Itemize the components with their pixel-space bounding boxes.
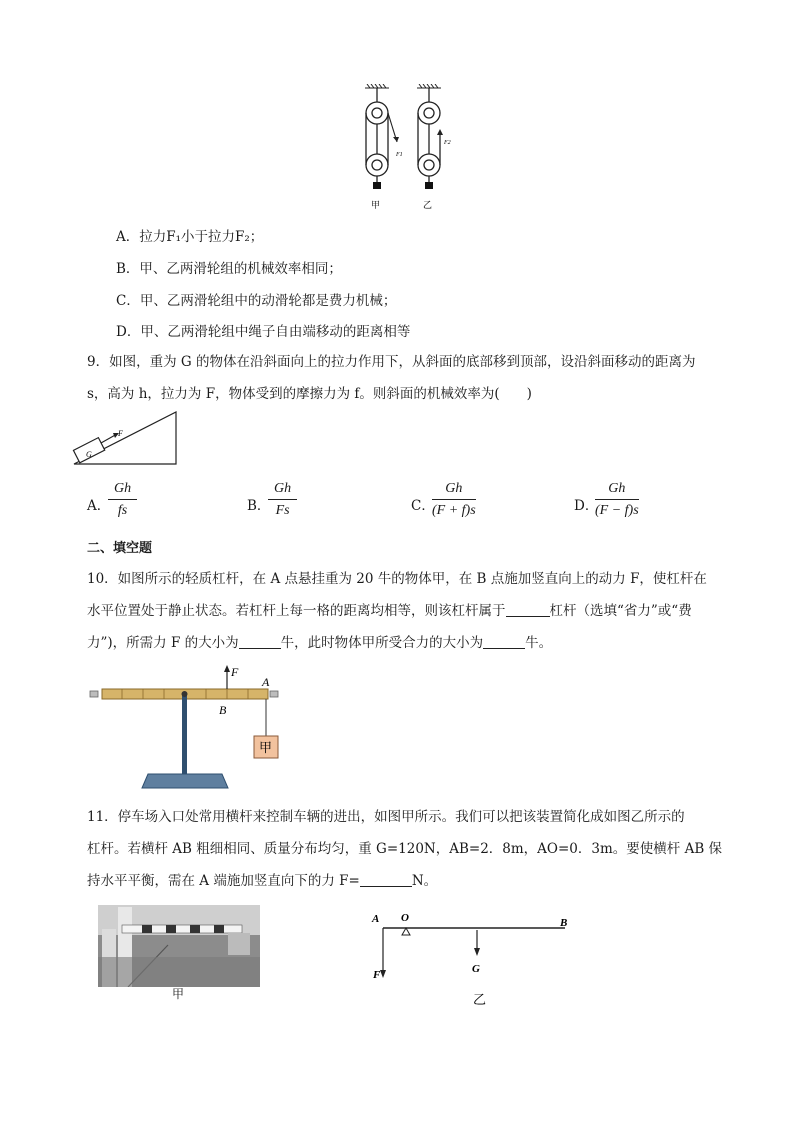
label-a: A bbox=[262, 675, 270, 689]
label-b: B bbox=[560, 917, 568, 929]
q9-option-a-letter: A． bbox=[87, 498, 111, 514]
barrier-photo bbox=[98, 905, 260, 987]
q9-option-b-fraction: $\frac{Gh}{Fs}$ bbox=[268, 481, 297, 519]
q10-stem-line1: 10．如图所示的轻质杠杆，在 A 点悬挂重为 20 牛的物体甲，在 B 点施加竖直向上的动力 F，使杠杆在 bbox=[87, 571, 707, 587]
label-g: G bbox=[472, 963, 480, 975]
incline-figure bbox=[72, 410, 184, 466]
q8-option-b: B．甲、乙两滑轮组的机械效率相同； bbox=[116, 261, 342, 277]
pulley-label-left: 甲 bbox=[371, 200, 381, 210]
diagram-caption: 乙 bbox=[473, 992, 487, 1007]
q10-stem-line3: 力”)，所需力 F 的大小为 牛，此时物体甲所受合力的大小为 牛。 bbox=[87, 635, 553, 651]
answer-blank-2[interactable] bbox=[239, 634, 281, 649]
q10-stem-line2: 水平位置处于静止状态。若杠杆上每一格的距离均相等，则该杠杆属于 杠杆（选填“省力”或“费 bbox=[87, 603, 692, 619]
q11-stem-line2: 杠杆。若横杆 AB 粗细相同、质量分布均匀，重 G=120N，AB=2．8m，AO=0．3m。要使横杆 AB 保 bbox=[87, 841, 723, 857]
block-label: G bbox=[86, 450, 92, 459]
q9-option-c-fraction: $\frac{Gh}{(F + f)s}$ bbox=[432, 481, 476, 518]
answer-blank-3[interactable] bbox=[483, 634, 525, 649]
answer-blank-1[interactable] bbox=[506, 602, 550, 617]
q8-option-c: C．甲、乙两滑轮组中的动滑轮都是费力机械； bbox=[116, 293, 397, 309]
f2-label: F2 bbox=[444, 140, 451, 146]
q11-stem-line1: 11．停车场入口处常用横杆来控制车辆的进出，如图甲所示。我们可以把该装置简化成如图乙所示的 bbox=[87, 809, 685, 825]
q11-stem-line3: 持水平平衡，需在 A 端施加竖直向下的力 F= N。 bbox=[87, 873, 438, 889]
photo-caption: 甲 bbox=[172, 987, 185, 1001]
label-a: A bbox=[372, 913, 380, 925]
lever-figure bbox=[88, 664, 288, 792]
label-b: B bbox=[219, 703, 227, 717]
label-f: F bbox=[231, 665, 239, 679]
f1-label: F1 bbox=[396, 152, 403, 158]
q9-stem-line2: s，高为 h，拉力为 F，物体受到的摩擦力为 f。则斜面的机械效率为( ) bbox=[87, 386, 532, 402]
q9-stem-line1: 9．如图，重为 G 的物体在沿斜面向上的拉力作用下，从斜面的底部移到顶部，设沿斜面移动的距离为 bbox=[87, 354, 696, 370]
q9-option-d-fraction: $\frac{Gh}{(F - f)s}$ bbox=[595, 481, 639, 518]
answer-blank-4[interactable] bbox=[360, 872, 412, 887]
q9-option-c-letter: C． bbox=[411, 498, 435, 514]
weight-label: 甲 bbox=[259, 740, 273, 755]
label-f: F bbox=[373, 969, 381, 981]
pulley-label-right: 乙 bbox=[423, 200, 433, 210]
pulley-figure bbox=[355, 84, 470, 212]
section-title: 二、填空题 bbox=[87, 541, 153, 556]
q9-option-b-letter: B． bbox=[247, 498, 271, 514]
q9-option-d-letter: D． bbox=[574, 498, 599, 514]
force-label: F bbox=[118, 429, 123, 438]
q8-option-d: D．甲、乙两滑轮组中绳子自由端移动的距离相等 bbox=[116, 324, 411, 340]
q8-option-a: A．拉力F₁小于拉力F₂； bbox=[116, 229, 264, 245]
label-o: O bbox=[401, 912, 409, 924]
barrier-diagram bbox=[368, 908, 576, 1010]
q9-option-a-fraction: $\frac{Gh}{fs}$ bbox=[108, 481, 137, 519]
